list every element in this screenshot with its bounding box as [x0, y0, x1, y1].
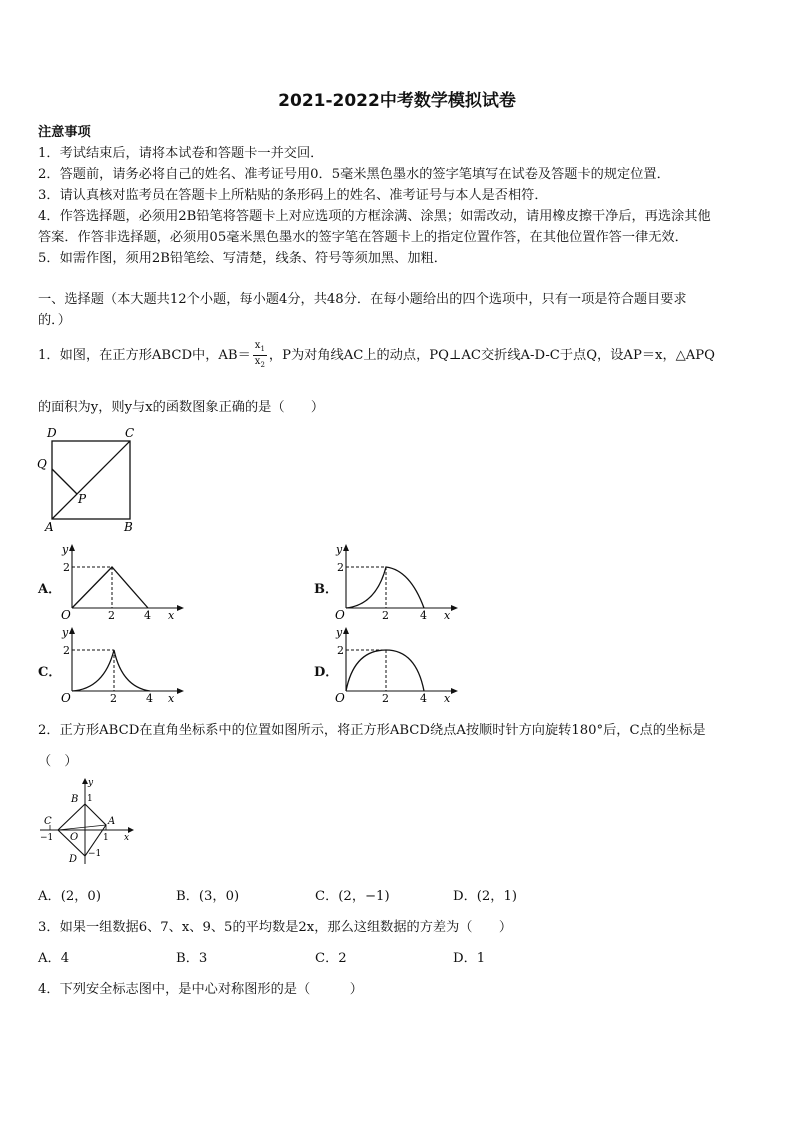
segment-pq — [52, 469, 77, 494]
label-c: C — [125, 426, 135, 440]
graph-d-x-tick-2: 2 — [382, 692, 389, 703]
q3-stem: 3．如果一组数据6、7、x、9、5的平均数是2x，那么这组数据的方差为（ ） — [38, 920, 513, 935]
q2-coordinate-figure — [36, 774, 140, 866]
graph-a-y-label: y — [62, 543, 69, 556]
notice-item-1: 1．考试结束后，请将本试卷和答题卡一并交回． — [38, 146, 324, 161]
graph-d-y-label: y — [336, 626, 343, 639]
q1-option-c-label: C． — [38, 665, 62, 680]
q1-graph-a — [58, 540, 188, 620]
q2-label-c: C — [44, 816, 52, 827]
label-b: B — [124, 520, 133, 534]
q2-label-a: A — [108, 816, 116, 827]
q2-tick-1-right: 1 — [103, 833, 109, 843]
notice-item-2: 2．答题前，请务必将自己的姓名、准考证号用0．5毫米黑色墨水的签字笔填写在试卷及答题卡的规定位置． — [38, 167, 670, 182]
graph-d-y-tick: 2 — [337, 644, 344, 657]
graph-a-x-label: x — [168, 609, 175, 620]
graph-b-x-tick-2: 2 — [382, 609, 389, 620]
q2-tick-neg1: −1 — [40, 833, 54, 843]
graph-a-curve — [72, 567, 148, 608]
notice-item-5: 5．如需作图，须用2B铅笔绘、写清楚，线条、符号等须加黑、加粗． — [38, 251, 447, 266]
graph-a-origin: O — [61, 608, 71, 620]
section-heading: 一、选择题（本大题共12个小题，每小题4分，共48分．在每小题给出的四个选项中，只有一项是符合题目要求 — [38, 292, 687, 307]
q2-stem-cont: （ ） — [38, 754, 78, 769]
graph-a-y-tick: 2 — [63, 561, 70, 574]
q1-option-b-label: B． — [314, 582, 338, 597]
graph-a-x-tick-2: 2 — [108, 609, 115, 620]
q2-tick-1-top: 1 — [87, 794, 93, 804]
q2-option-d[interactable]: D．(2，1) — [453, 889, 518, 904]
graph-b-curve — [346, 567, 424, 608]
q1-stem — [38, 340, 715, 371]
q3-option-b[interactable]: B．3 — [176, 951, 208, 966]
graph-c-y-label: y — [62, 626, 69, 639]
graph-c-x-label: x — [168, 692, 175, 703]
q2-option-c[interactable]: C．(2，−1) — [315, 889, 390, 904]
q2-y-label: y — [88, 778, 94, 788]
q2-option-b[interactable]: B．(3，0) — [176, 889, 240, 904]
notice-item-4: 4．作答选择题，必须用2B铅笔将答题卡上对应选项的方框涂满、涂黑；如需改动，请用橡皮擦干净后，再选涂其他 — [38, 209, 711, 224]
q1-frac-den: x — [254, 356, 261, 367]
q2-tick-neg1-bottom: −1 — [88, 849, 102, 859]
graph-b-y-label: y — [336, 543, 343, 556]
q4-stem: 4．下列安全标志图中，是中心对称图形的是（ ） — [38, 982, 363, 997]
q2-stem: 2．正方形ABCD在直角坐标系中的位置如图所示，将正方形ABCD绕点A按顺时针方向旋转180°后，C点的坐标是 — [38, 723, 706, 738]
q2-option-a[interactable]: A．(2，0) — [38, 889, 101, 904]
page-title: 2021-2022中考数学模拟试卷 — [278, 91, 516, 111]
graph-b-x-tick-4: 4 — [420, 609, 427, 620]
q1-square-figure — [30, 424, 142, 536]
graph-c-curve — [72, 650, 150, 691]
q2-origin: O — [70, 832, 79, 843]
label-q: Q — [37, 457, 47, 471]
q1-frac-num-sub: 1 — [260, 345, 265, 353]
q1-graph-c — [58, 623, 188, 703]
label-a: A — [45, 520, 54, 534]
q1-option-a-label: A． — [38, 582, 62, 597]
q2-label-b: B — [71, 794, 79, 805]
q1-option-d-label: D． — [314, 665, 339, 680]
graph-c-y-tick: 2 — [63, 644, 70, 657]
q3-option-d[interactable]: D．1 — [453, 951, 486, 966]
graph-c-x-tick-2: 2 — [110, 692, 117, 703]
q1-fraction — [253, 340, 267, 371]
graph-b-x-label: x — [444, 609, 451, 620]
q1-frac-den-sub: 2 — [260, 361, 265, 369]
graph-d-origin: O — [335, 691, 345, 703]
section-heading-cont: 的．） — [38, 313, 71, 328]
label-p: P — [78, 492, 87, 506]
graph-d-x-tick-4: 4 — [420, 692, 427, 703]
notice-item-4-cont: 答案．作答非选择题，必须用05毫米黑色墨水的签字笔在答题卡上的指定位置作答，在其他位置作答一律无效． — [38, 230, 688, 245]
q1-text-part2: ，P为对角线AC上的动点，PQ⊥AC交折线A-D-C于点Q，设AP＝x，△APQ — [268, 348, 715, 363]
q1-stem-cont: 的面积为y，则y与x的函数图象正确的是（ ） — [38, 400, 325, 415]
notice-heading: 注意事项 — [38, 125, 91, 140]
graph-b-y-tick: 2 — [337, 561, 344, 574]
graph-d-curve — [346, 650, 424, 691]
graph-d-x-label: x — [444, 692, 451, 703]
graph-c-x-tick-4: 4 — [146, 692, 153, 703]
graph-c-origin: O — [61, 691, 71, 703]
graph-b-origin: O — [335, 608, 345, 620]
q1-frac-num: x — [254, 340, 261, 351]
q2-x-label: x — [124, 833, 130, 843]
q1-graph-b — [332, 540, 462, 620]
q1-text-part1: 1．如图，在正方形ABCD中，AB＝ — [38, 348, 251, 363]
q3-option-c[interactable]: C．2 — [315, 951, 347, 966]
notice-item-3: 3．请认真核对监考员在答题卡上所粘贴的条形码上的姓名、准考证号与本人是否相符． — [38, 188, 548, 203]
q1-graph-d — [332, 623, 462, 703]
q3-option-a[interactable]: A．4 — [38, 951, 70, 966]
graph-a-x-tick-4: 4 — [144, 609, 151, 620]
q2-label-d: D — [69, 854, 78, 865]
label-d: D — [47, 426, 57, 440]
